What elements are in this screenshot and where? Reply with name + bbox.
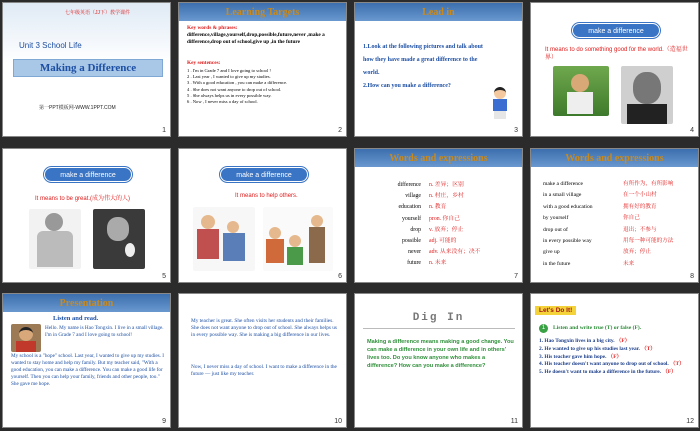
sentence-item: 1 . I'm in Grade 7 and I love going to school ! — [187, 68, 271, 73]
slide-number: 11 — [510, 418, 518, 425]
answer-mark: （T） — [670, 361, 685, 368]
slide-number: 6 — [338, 273, 342, 280]
lets-do-it-badge: Let's Do It! — [535, 306, 576, 315]
definition-item: 有所作为，有所影响 — [623, 181, 674, 187]
definition-item: adv. 从来没有；决不 — [429, 249, 481, 256]
make-a-difference-pill: make a difference — [44, 167, 132, 182]
question-2: 2.How can you make a difference? — [363, 83, 451, 89]
slide-number: 5 — [162, 273, 166, 280]
phrase-item: drop out of — [543, 226, 568, 233]
dig-in-text: Making a difference means making a good change. You can make a difference in your own life and in others' lives too. Do you know anyone who makes a difference? How can you make a difference? — [367, 339, 514, 369]
phrase-item: by yourself — [543, 215, 569, 222]
definition-item: n. 差异；区别 — [429, 182, 464, 188]
definition-item: n. 教育 — [429, 204, 447, 211]
slide-thumbnail-1[interactable] — [2, 2, 171, 137]
student-photo-image — [11, 324, 41, 352]
sentence-item: 4 . She does not want anyone to drop out of school. — [187, 86, 282, 92]
meaning-text: It means to help others. — [235, 193, 298, 199]
phrase-list — [543, 179, 593, 270]
slide-number: 10 — [334, 418, 342, 425]
word-item: yourself — [402, 215, 421, 222]
title-divider — [363, 328, 515, 329]
definition-item: 拥有好的教育 — [623, 203, 657, 210]
sentences-label: Key sentences: — [187, 60, 221, 66]
phrase-item: in every possible way — [543, 238, 592, 245]
slide-number: 3 — [514, 127, 518, 134]
definition-list — [429, 180, 480, 270]
slide-number: 8 — [690, 273, 694, 280]
meaning-text: It means to be great.(成为伟大的人) — [35, 196, 131, 202]
question-item: 4. His teacher doesn't want anyone to drop out of school. （T） — [539, 361, 685, 368]
phrase-item: in a small village — [543, 192, 582, 199]
slide-number: 4 — [690, 127, 694, 134]
answer-mark: （F） — [616, 338, 631, 344]
paragraph-1: Hello. My name is Hao Tongxin. I live in a small village. I'm in Grade 7 and I love going to school! — [45, 325, 164, 338]
portrait-photo-image — [621, 66, 673, 124]
word-item: future — [407, 260, 421, 267]
make-a-difference-pill: make a difference — [220, 167, 308, 182]
sentence-list — [187, 68, 345, 105]
definition-item: n. 未来 — [429, 260, 447, 267]
phrase-item: give up — [543, 249, 560, 256]
meaning-text: It means to do something good for the world.（造福世界） — [545, 47, 688, 61]
sentence-item: 6 . Now , I never miss a day of school. — [187, 99, 258, 105]
sentence-item: 5 . She always helps us in every possible way. — [187, 92, 272, 98]
answer-mark: （F） — [662, 369, 677, 376]
question-item: 2. He wanted to give up his studies last year. （T） — [539, 345, 656, 352]
slide-number: 12 — [686, 418, 694, 425]
definition-item: 你自己 — [623, 215, 640, 222]
definition-item: v. 放弃；停止 — [429, 226, 464, 233]
question-item: 1. Hao Tongxin lives in a big city. （F） — [539, 338, 631, 344]
slide-title: Dig In — [412, 312, 465, 324]
paragraph-1: My teacher is great. She often visits her students and their families. She does not want anyone to drop out of school. She always helps us in every possible way. She is making a big difference in our lives. — [191, 318, 337, 339]
slide-thumbnail-11[interactable] — [354, 293, 523, 428]
word-item: village — [405, 193, 421, 200]
question-list — [539, 338, 697, 377]
definition-item: adj. 可能的 — [429, 238, 457, 245]
sentence-item: 3 . With a good education , you can make a difference. — [187, 80, 288, 86]
definition-item: 在一个小山村 — [623, 192, 657, 199]
question-item: 3. His teacher gave him hope. （F） — [539, 353, 622, 360]
helping-children-image — [263, 207, 333, 271]
word-item: education — [398, 204, 421, 211]
phrase-item: with a good education — [543, 203, 593, 210]
word-list — [373, 180, 421, 270]
helping-elderly-image — [193, 207, 255, 271]
footer-text: 第一PPT模板网-WWW.1PPT.COM — [39, 105, 116, 111]
definition-item: pron. 你自己 — [429, 215, 460, 222]
slide-thumbnail-3[interactable] — [354, 2, 523, 137]
slide-thumbnail-9[interactable] — [2, 293, 171, 428]
keywords-text: difference,village,yourself,drop,possible,future,never ,make a difference,drop out of school,give up ,in the future — [187, 32, 325, 46]
word-item: never — [408, 249, 421, 256]
slide-title: Presentation — [59, 298, 114, 309]
phrase-item: make a difference — [543, 181, 583, 187]
confucius-drawing-image — [29, 209, 81, 269]
definition-item: 用每一种可能的方法 — [623, 238, 674, 245]
boy-cartoon-image — [489, 87, 511, 121]
course-header: 七年级英语（JJ下）教学课件 — [65, 10, 131, 16]
step-number-circle: 1 — [539, 324, 548, 333]
definition-item: n. 村庄，乡村 — [429, 193, 464, 200]
edison-photo-image — [93, 209, 145, 269]
slide-thumbnail-10[interactable] — [178, 293, 347, 428]
definition-item: 未来 — [623, 260, 635, 267]
slide-title: Words and expressions — [389, 153, 488, 164]
definition-item: 放弃；停止 — [623, 249, 651, 256]
slide-thumbnail-8[interactable] — [530, 148, 699, 283]
answer-mark: （F） — [607, 353, 622, 360]
slide-thumbnail-5[interactable] — [2, 148, 171, 283]
definition-item: 退出；不参与 — [623, 226, 657, 233]
sentence-item: 2 . Last year , I wanted to give up my studies. — [187, 74, 271, 80]
slide-thumbnail-4[interactable] — [530, 2, 699, 137]
slide-thumbnail-2[interactable] — [178, 2, 347, 137]
slide-title: Words and expressions — [565, 153, 664, 164]
word-item: drop — [410, 226, 421, 233]
listen-read-label: Listen and read. — [53, 315, 99, 322]
unit-label: Unit 3 School Life — [19, 41, 82, 50]
slide-thumbnail-12[interactable] — [530, 293, 699, 428]
slide-thumbnail-7[interactable] — [354, 148, 523, 283]
slide-thumbnail-6[interactable] — [178, 148, 347, 283]
make-a-difference-pill: make a difference — [572, 23, 660, 38]
phrase-item: in the future — [543, 260, 571, 267]
title-banner — [13, 59, 163, 77]
slide-title: Making a Difference — [39, 62, 137, 74]
paragraph-2: My school is a "hope" school. Last year, I wanted to give up my studies. I wanted to stay home and help my family. But my teacher said, "With a good education, you can make a difference. You can make a good life for yourself. Then you can help your family, friends and other people, too." She gave me hope. — [11, 353, 164, 387]
slide-title: Learning Targets — [225, 7, 300, 18]
instruction-text: Listen and write true (T) or false (F). — [553, 325, 642, 331]
slide-number: 9 — [162, 418, 166, 425]
definition-list — [623, 179, 673, 270]
paragraph-2: Now, I never miss a day of school. I want to make a difference in the future — just like my teacher. — [191, 364, 337, 378]
slide-number: 1 — [162, 127, 166, 134]
question-1: 1.Look at the following pictures and talk about how they have made a great difference to the world. — [363, 44, 483, 76]
keywords-label: Key words & phrases: — [187, 25, 238, 31]
farmer-photo-image — [553, 66, 609, 116]
slide-number: 2 — [338, 127, 342, 134]
answer-mark: （T） — [641, 345, 656, 352]
question-item: 5. He doesn't want to make a difference in the future. （F） — [539, 369, 677, 376]
word-item: possible — [401, 238, 421, 245]
slide-title: Lead in — [422, 7, 455, 18]
word-item: difference — [397, 182, 421, 188]
slide-number: 7 — [514, 273, 518, 280]
